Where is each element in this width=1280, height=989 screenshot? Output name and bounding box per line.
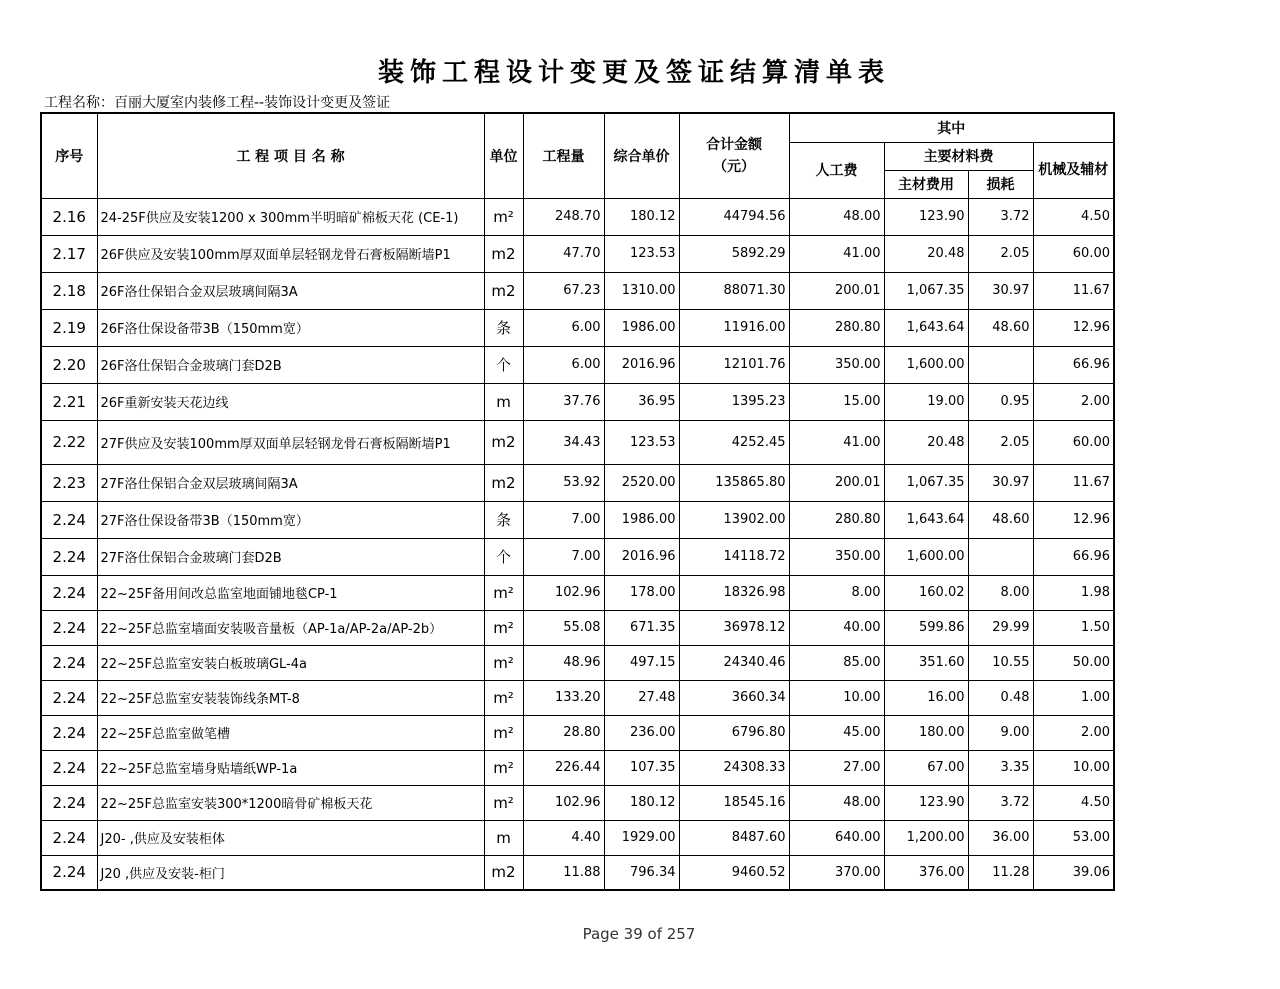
loss-cell: 10.55 [968,645,1033,680]
total-cell: 24308.33 [679,750,789,785]
header-labor: 人工费 [789,142,884,198]
total-cell: 88071.30 [679,272,789,309]
labor-cell: 41.00 [789,235,884,272]
table-row [41,820,1114,855]
quantity-cell: 7.00 [523,501,604,538]
labor-cell: 10.00 [789,680,884,715]
machinery-cell: 2.00 [1033,715,1114,750]
total-cell: 18326.98 [679,575,789,610]
unit-price-cell: 671.35 [604,610,679,645]
table-row [41,750,1114,785]
labor-cell: 280.80 [789,309,884,346]
item-name: 22~25F总监室墙身贴墙纸WP-1a [97,750,484,785]
table-row [41,464,1114,501]
unit-price-cell: 1929.00 [604,820,679,855]
item-name: 22~25F备用间改总监室地面铺地毯CP-1 [97,575,484,610]
unit-price-cell: 2520.00 [604,464,679,501]
loss-cell: 2.05 [968,235,1033,272]
item-name: 22~25F总监室做笔槽 [97,715,484,750]
table-row [41,346,1114,383]
row-number: 2.24 [41,575,97,610]
total-cell: 5892.29 [679,235,789,272]
item-name: 27F洛仕保铝合金玻璃门套D2B [97,538,484,575]
quantity-cell: 6.00 [523,346,604,383]
main-material-cell: 351.60 [884,645,968,680]
machinery-cell: 12.96 [1033,501,1114,538]
unit-price-cell: 27.48 [604,680,679,715]
loss-cell: 48.60 [968,501,1033,538]
header-name: 工 程 项 目 名 称 [97,113,484,198]
loss-cell: 30.97 [968,464,1033,501]
total-cell: 135865.80 [679,464,789,501]
loss-cell: 0.95 [968,383,1033,420]
loss-cell: 30.97 [968,272,1033,309]
machinery-cell: 1.98 [1033,575,1114,610]
table-row [41,680,1114,715]
item-name: 24-25F供应及安装1200 x 300mm半明暗矿棉板天花 (CE-1) [97,198,484,235]
unit-cell: 个 [484,346,523,383]
machinery-cell: 4.50 [1033,198,1114,235]
main-material-cell: 123.90 [884,198,968,235]
item-name: 22~25F总监室安装300*1200暗骨矿棉板天花 [97,785,484,820]
unit-cell: m² [484,610,523,645]
row-number: 2.24 [41,610,97,645]
total-cell: 36978.12 [679,610,789,645]
table-row [41,715,1114,750]
table-row [41,855,1114,890]
quantity-cell: 11.88 [523,855,604,890]
main-material-cell: 1,600.00 [884,538,968,575]
total-cell: 6796.80 [679,715,789,750]
labor-cell: 41.00 [789,420,884,464]
unit-price-cell: 36.95 [604,383,679,420]
labor-cell: 85.00 [789,645,884,680]
loss-cell: 11.28 [968,855,1033,890]
quantity-cell: 102.96 [523,785,604,820]
row-number: 2.24 [41,820,97,855]
loss-cell: 9.00 [968,715,1033,750]
item-name: 26F重新安装天花边线 [97,383,484,420]
main-material-cell: 1,067.35 [884,464,968,501]
labor-cell: 350.00 [789,538,884,575]
unit-price-cell: 107.35 [604,750,679,785]
unit-price-cell: 178.00 [604,575,679,610]
loss-cell [968,538,1033,575]
unit-cell: m2 [484,855,523,890]
machinery-cell: 11.67 [1033,272,1114,309]
table-row [41,235,1114,272]
unit-price-cell: 2016.96 [604,538,679,575]
item-name: 26F洛仕保铝合金双层玻璃间隔3A [97,272,484,309]
unit-price-cell: 1986.00 [604,309,679,346]
labor-cell: 280.80 [789,501,884,538]
page-title: 装饰工程设计变更及签证结算清单表 [377,58,890,88]
row-number: 2.22 [41,420,97,464]
unit-price-cell: 123.53 [604,420,679,464]
main-material-cell: 123.90 [884,785,968,820]
labor-cell: 45.00 [789,715,884,750]
row-number: 2.19 [41,309,97,346]
item-name: 27F洛仕保铝合金双层玻璃间隔3A [97,464,484,501]
total-cell: 14118.72 [679,538,789,575]
item-name: 22~25F总监室墙面安装吸音量板（AP-1a/AP-2a/AP-2b） [97,610,484,645]
total-cell: 1395.23 [679,383,789,420]
quantity-cell: 4.40 [523,820,604,855]
header-no: 序号 [41,113,97,198]
loss-cell: 3.35 [968,750,1033,785]
page-footer: Page 39 of 257 [582,925,696,943]
unit-price-cell: 497.15 [604,645,679,680]
labor-cell: 200.01 [789,464,884,501]
labor-cell: 48.00 [789,198,884,235]
quantity-cell: 34.43 [523,420,604,464]
unit-cell: m2 [484,464,523,501]
loss-cell: 36.00 [968,820,1033,855]
unit-price-cell: 1310.00 [604,272,679,309]
main-material-cell: 180.00 [884,715,968,750]
machinery-cell: 2.00 [1033,383,1114,420]
loss-cell: 3.72 [968,785,1033,820]
header-unit: 单位 [484,113,523,198]
labor-cell: 200.01 [789,272,884,309]
total-cell: 9460.52 [679,855,789,890]
row-number: 2.24 [41,855,97,890]
total-cell: 4252.45 [679,420,789,464]
item-name: 22~25F总监室安装装饰线条MT-8 [97,680,484,715]
row-number: 2.24 [41,501,97,538]
main-material-cell: 160.02 [884,575,968,610]
header-main-material: 主材费用 [884,170,968,198]
total-cell: 24340.46 [679,645,789,680]
item-name: 27F洛仕保设备带3B（150mm宽） [97,501,484,538]
loss-cell: 2.05 [968,420,1033,464]
table-row [41,575,1114,610]
machinery-cell: 1.00 [1033,680,1114,715]
labor-cell: 27.00 [789,750,884,785]
row-number: 2.24 [41,680,97,715]
row-number: 2.24 [41,750,97,785]
unit-cell: m2 [484,420,523,464]
loss-cell: 3.72 [968,198,1033,235]
main-material-cell: 1,067.35 [884,272,968,309]
header-materials: 主要材料费 [884,142,1033,170]
table-row [41,198,1114,235]
unit-price-cell: 236.00 [604,715,679,750]
quantity-cell: 102.96 [523,575,604,610]
table-row [41,645,1114,680]
quantity-cell: 47.70 [523,235,604,272]
unit-cell: m2 [484,235,523,272]
unit-cell: 条 [484,309,523,346]
total-cell: 18545.16 [679,785,789,820]
machinery-cell: 39.06 [1033,855,1114,890]
row-number: 2.23 [41,464,97,501]
item-name: 26F洛仕保设备带3B（150mm宽） [97,309,484,346]
row-number: 2.24 [41,785,97,820]
unit-cell: m² [484,680,523,715]
table-row [41,785,1114,820]
total-cell: 12101.76 [679,346,789,383]
row-number: 2.24 [41,645,97,680]
main-material-cell: 67.00 [884,750,968,785]
quantity-cell: 37.76 [523,383,604,420]
main-material-cell: 376.00 [884,855,968,890]
labor-cell: 640.00 [789,820,884,855]
main-material-cell: 19.00 [884,383,968,420]
labor-cell: 8.00 [789,575,884,610]
item-name: 26F洛仕保铝合金玻璃门套D2B [97,346,484,383]
labor-cell: 370.00 [789,855,884,890]
machinery-cell: 53.00 [1033,820,1114,855]
unit-cell: 个 [484,538,523,575]
total-cell: 11916.00 [679,309,789,346]
unit-cell: m² [484,715,523,750]
loss-cell: 8.00 [968,575,1033,610]
item-name: 27F供应及安装100mm厚双面单层轻钢龙骨石膏板隔断墙P1 [97,420,484,464]
main-material-cell: 599.86 [884,610,968,645]
main-material-cell: 20.48 [884,235,968,272]
loss-cell: 48.60 [968,309,1033,346]
table-body [41,198,1114,890]
table-row [41,309,1114,346]
unit-price-cell: 180.12 [604,198,679,235]
main-material-cell: 1,600.00 [884,346,968,383]
settlement-table [40,112,1115,891]
table-row [41,610,1114,645]
unit-price-cell: 180.12 [604,785,679,820]
main-material-cell: 20.48 [884,420,968,464]
quantity-cell: 7.00 [523,538,604,575]
unit-cell: m [484,820,523,855]
unit-cell: m [484,383,523,420]
main-material-cell: 1,200.00 [884,820,968,855]
main-material-cell: 16.00 [884,680,968,715]
item-name: 26F供应及安装100mm厚双面单层轻钢龙骨石膏板隔断墙P1 [97,235,484,272]
unit-cell: m² [484,575,523,610]
total-cell: 3660.34 [679,680,789,715]
table-row [41,538,1114,575]
table-row [41,501,1114,538]
header-qty: 工程量 [523,113,604,198]
item-name: 22~25F总监室安装白板玻璃GL-4a [97,645,484,680]
unit-cell: m² [484,750,523,785]
machinery-cell: 4.50 [1033,785,1114,820]
header-of-which: 其中 [789,113,1114,142]
quantity-cell: 28.80 [523,715,604,750]
unit-cell: m² [484,785,523,820]
item-name: J20 ,供应及安装-柜门 [97,855,484,890]
quantity-cell: 6.00 [523,309,604,346]
loss-cell [968,346,1033,383]
unit-price-cell: 796.34 [604,855,679,890]
machinery-cell: 50.00 [1033,645,1114,680]
table-row [41,420,1114,464]
machinery-cell: 60.00 [1033,420,1114,464]
unit-price-cell: 123.53 [604,235,679,272]
loss-cell: 0.48 [968,680,1033,715]
machinery-cell: 1.50 [1033,610,1114,645]
row-number: 2.16 [41,198,97,235]
unit-price-cell: 1986.00 [604,501,679,538]
item-name: J20- ,供应及安装柜体 [97,820,484,855]
header-machinery: 机械及辅材 [1033,142,1114,198]
machinery-cell: 10.00 [1033,750,1114,785]
machinery-cell: 60.00 [1033,235,1114,272]
labor-cell: 40.00 [789,610,884,645]
loss-cell: 29.99 [968,610,1033,645]
quantity-cell: 53.92 [523,464,604,501]
quantity-cell: 48.96 [523,645,604,680]
quantity-cell: 133.20 [523,680,604,715]
labor-cell: 15.00 [789,383,884,420]
quantity-cell: 67.23 [523,272,604,309]
quantity-cell: 248.70 [523,198,604,235]
unit-cell: 条 [484,501,523,538]
total-cell: 13902.00 [679,501,789,538]
unit-price-cell: 2016.96 [604,346,679,383]
total-cell: 44794.56 [679,198,789,235]
machinery-cell: 12.96 [1033,309,1114,346]
quantity-cell: 55.08 [523,610,604,645]
project-name: 工程名称：百丽大厦室内装修工程--装饰设计变更及签证 [44,95,391,111]
labor-cell: 48.00 [789,785,884,820]
main-material-cell: 1,643.64 [884,309,968,346]
row-number: 2.20 [41,346,97,383]
row-number: 2.18 [41,272,97,309]
machinery-cell: 11.67 [1033,464,1114,501]
unit-cell: m² [484,645,523,680]
row-number: 2.21 [41,383,97,420]
table-row [41,272,1114,309]
machinery-cell: 66.96 [1033,538,1114,575]
header-loss: 损耗 [968,170,1033,198]
unit-cell: m2 [484,272,523,309]
labor-cell: 350.00 [789,346,884,383]
header-total: 合计金额 （元） [679,113,789,198]
quantity-cell: 226.44 [523,750,604,785]
row-number: 2.24 [41,715,97,750]
header-unit-price: 综合单价 [604,113,679,198]
row-number: 2.17 [41,235,97,272]
unit-cell: m² [484,198,523,235]
row-number: 2.24 [41,538,97,575]
table-row [41,383,1114,420]
total-cell: 8487.60 [679,820,789,855]
main-material-cell: 1,643.64 [884,501,968,538]
machinery-cell: 66.96 [1033,346,1114,383]
